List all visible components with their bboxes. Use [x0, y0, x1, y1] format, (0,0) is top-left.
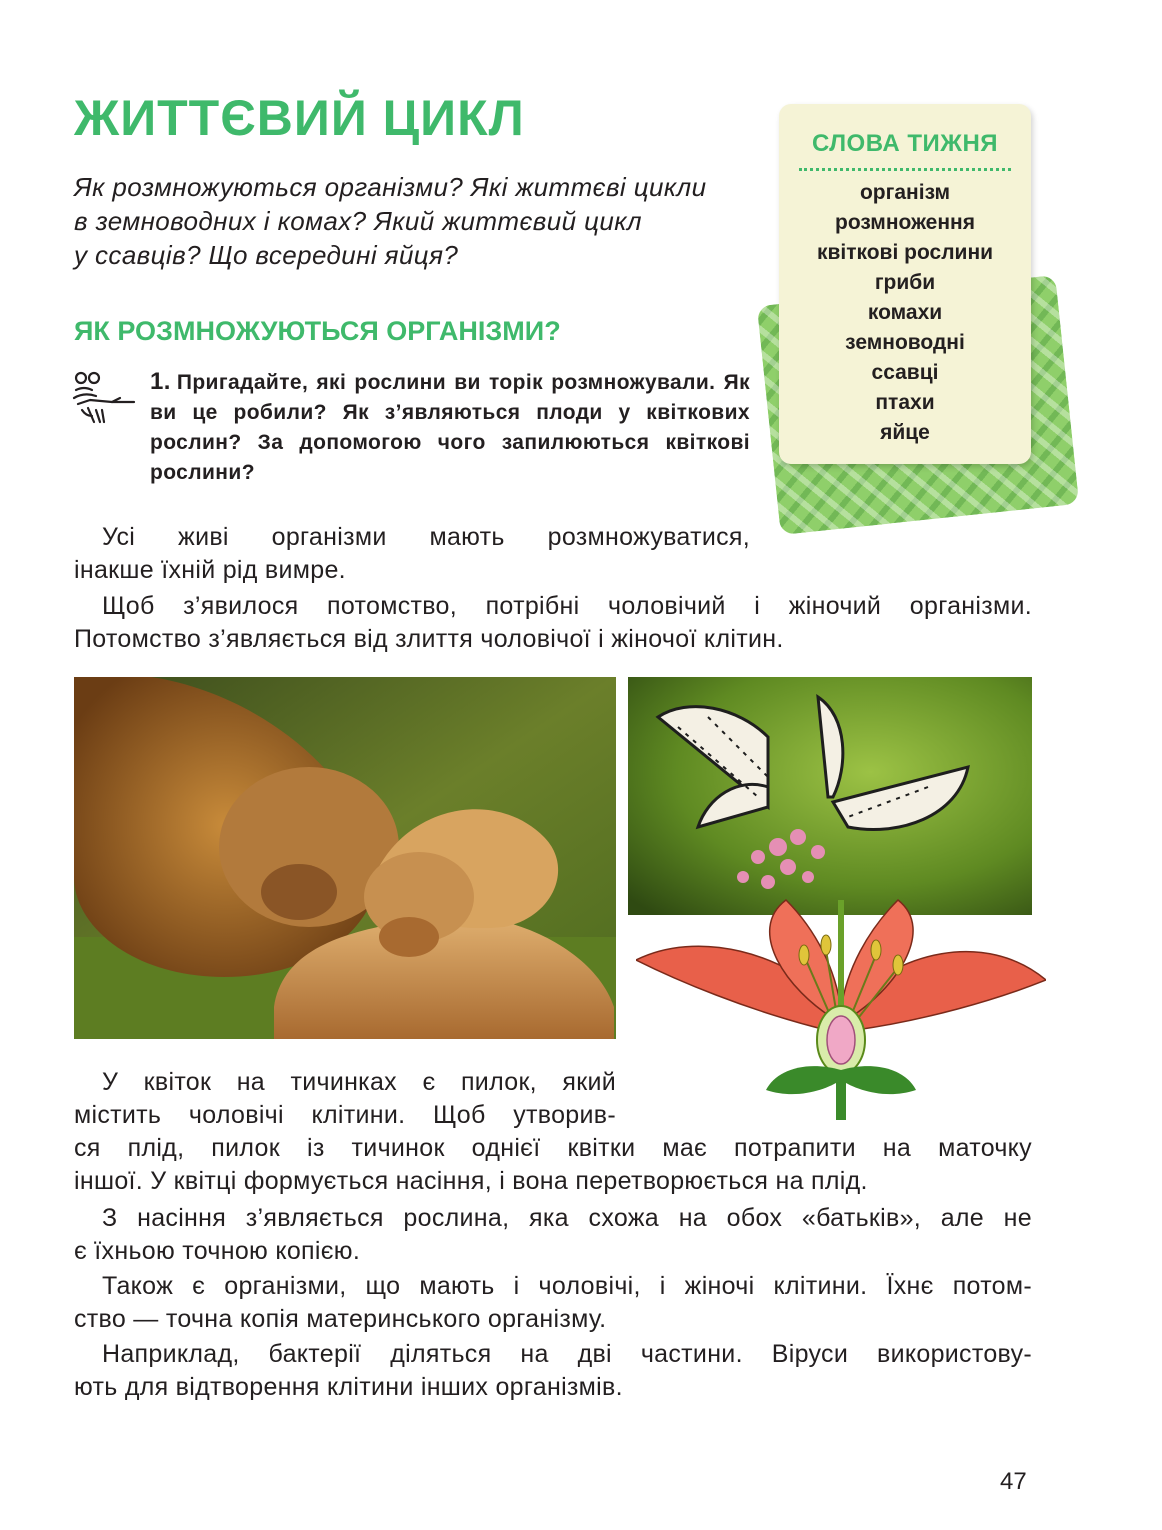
text-line: ся плід, пилок із тичинок однієї квітки має потрапити на маточку [74, 1134, 1032, 1162]
task-1 [150, 367, 750, 488]
paragraph-5 [74, 1270, 1032, 1336]
intro-questions [74, 170, 764, 272]
text-line: іншої. У квітці формується насіння, і вона перетворюється на плід. [74, 1167, 868, 1195]
words-of-week-card [779, 104, 1031, 464]
text-line: Також є організми, що мають і чоловічі, і жіночі клітини. Їхнє потом- [102, 1272, 1032, 1300]
intro-line: у ссавців? Що всередині яйця? [74, 240, 459, 270]
task-text: Пригадайте, які рослини ви торік розмножували. Як ви це робили? Як з’являються плоди у квіткових рослин? За допомогою чого запилюються квіткові рослини? [150, 371, 750, 484]
word-item: земноводні [845, 331, 965, 354]
text-line: Щоб з’явилося потомство, потрібні чоловічий і жіночий організми. [102, 592, 1032, 620]
paragraph-4 [74, 1202, 1032, 1268]
paragraph-2 [74, 590, 1032, 656]
page-number: 47 [1000, 1468, 1027, 1495]
text-line: Усі живі організми мають розмножуватися, [102, 523, 750, 551]
people-pulling-rope-icon [72, 370, 138, 428]
section-heading: ЯК РОЗМНОЖУЮТЬСЯ ОРГАНІЗМИ? [74, 316, 561, 346]
dotted-divider [799, 168, 1011, 171]
words-of-week-title: СЛОВА ТИЖНЯ [811, 130, 999, 157]
text-line: ство — точна копія материнського організму. [74, 1305, 607, 1333]
intro-line: Як розмножуються організми? Які життєві цикли [74, 172, 707, 202]
paragraph-3 [74, 1066, 1032, 1198]
word-item: ссавці [871, 361, 939, 384]
text-line: інакше їхній рід вимре. [74, 556, 346, 584]
word-item: розмноження [835, 211, 975, 234]
text-line: У квіток на тичинках є пилок, який [102, 1068, 616, 1096]
words-of-week-list [779, 178, 1031, 448]
word-item: квіткові рослини [816, 241, 994, 264]
text-line: ють для відтворення клітини інших організмів. [74, 1373, 623, 1401]
text-line: містить чоловічі клітини. Щоб утворив- [74, 1101, 616, 1129]
paragraph-6 [74, 1338, 1032, 1404]
paragraph-1 [74, 521, 750, 587]
task-number: 1. [150, 368, 171, 395]
text-line: З насіння з’являється рослина, яка схожа на обох «батьків», але не [102, 1204, 1032, 1232]
intro-line: в земноводних і комах? Який життєвий цикл [74, 206, 642, 236]
text-line: Наприклад, бактерії діляться на дві частини. Віруси використову- [102, 1340, 1032, 1368]
word-item: яйце [880, 421, 930, 444]
lion-family-photo [74, 677, 616, 1039]
word-item: гриби [874, 271, 936, 294]
text-line: є їхньою точною копією. [74, 1237, 361, 1265]
butterflies-on-flower-photo [628, 677, 1032, 915]
page-title: ЖИТТЄВИЙ ЦИКЛ [74, 90, 525, 146]
word-item: комахи [867, 301, 943, 324]
word-item: організм [859, 181, 951, 204]
text-line: Потомство з’являється від злиття чоловічої і жіночої клітин. [74, 625, 784, 653]
word-item: птахи [875, 391, 935, 414]
